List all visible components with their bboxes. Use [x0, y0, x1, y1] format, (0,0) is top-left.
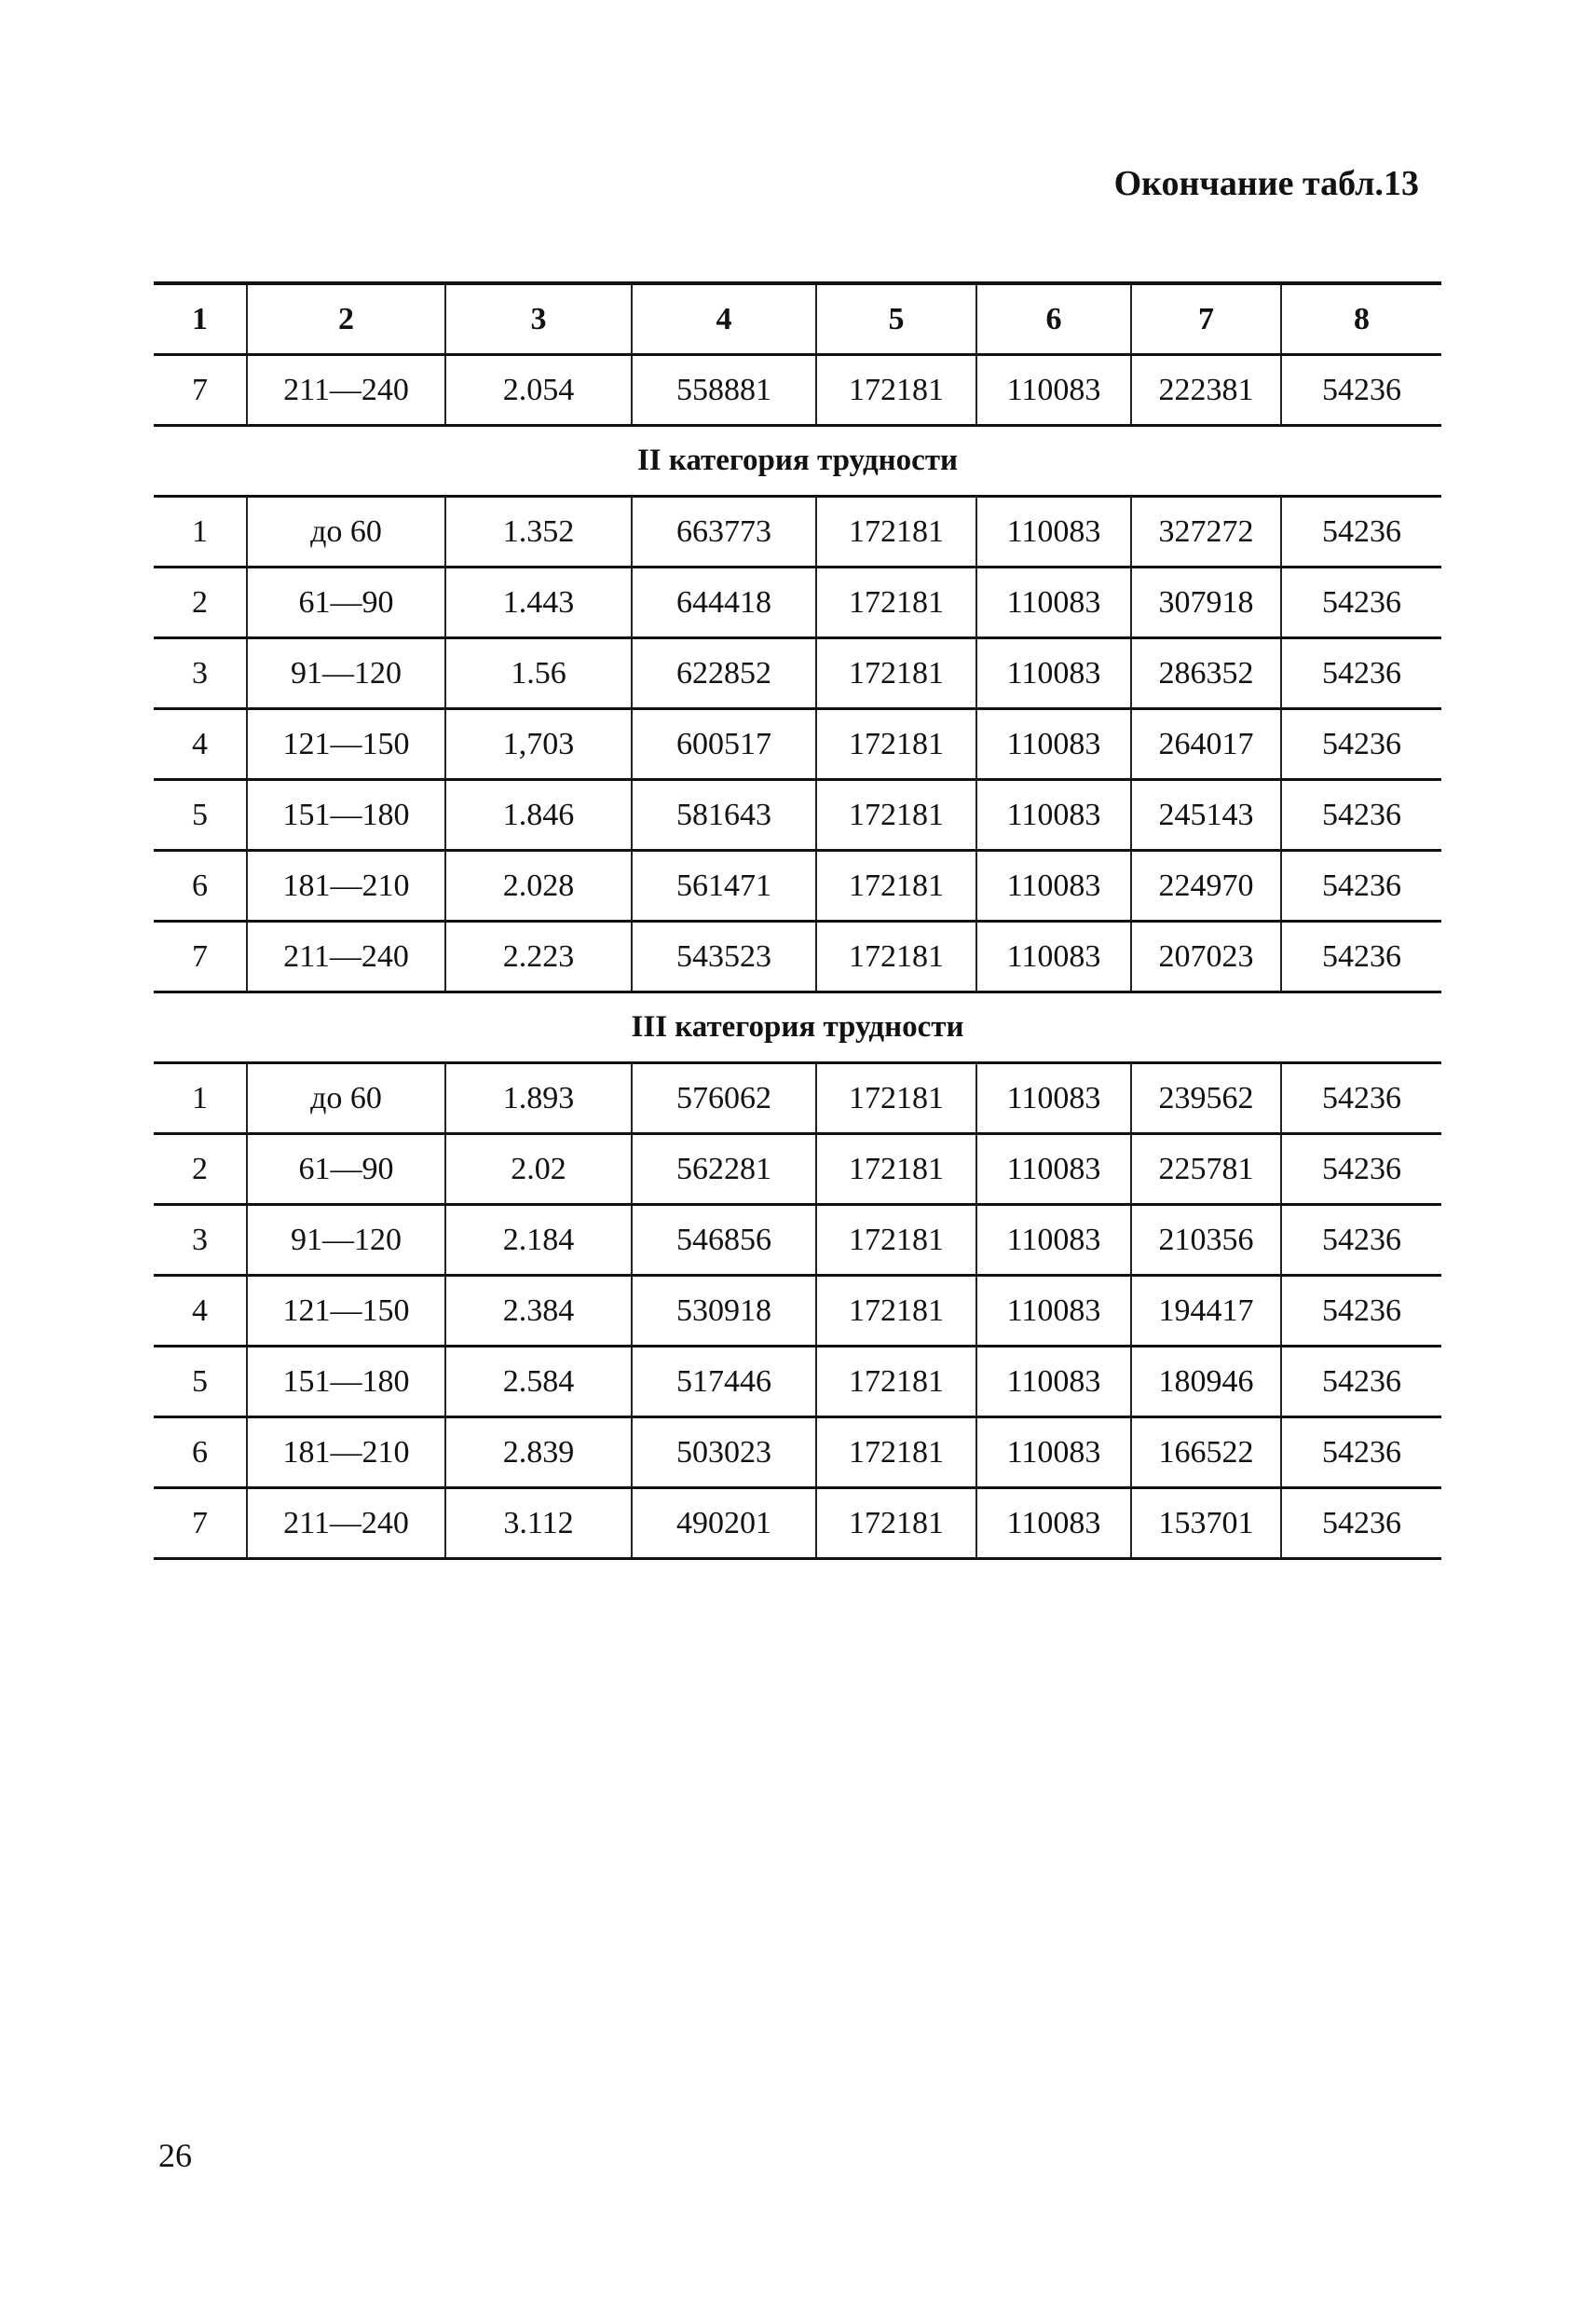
table-cell: 121—150: [247, 1276, 445, 1347]
table-cell: 543523: [632, 922, 816, 992]
table-cell: 110083: [976, 568, 1131, 638]
table-cell: 3: [154, 638, 247, 709]
table-cell: 2.028: [445, 851, 632, 922]
table-cell: 4: [632, 283, 816, 355]
table-cell: 2.054: [445, 355, 632, 426]
data-table-container: [154, 281, 1441, 1560]
table-cell: 1.56: [445, 638, 632, 709]
table-cell: 110083: [976, 1488, 1131, 1559]
table-cell: 1: [154, 283, 247, 355]
table-cell: 4: [154, 709, 247, 780]
table-cell: 172181: [816, 1488, 976, 1559]
table-cell: 2: [247, 283, 445, 355]
table-cell: 5: [154, 780, 247, 851]
table-cell: 121—150: [247, 709, 445, 780]
table-cell: 172181: [816, 922, 976, 992]
table-cell: 110083: [976, 1347, 1131, 1417]
table-cell: 110083: [976, 851, 1131, 922]
section-heading-row: [154, 426, 1441, 497]
table-cell: 61—90: [247, 1134, 445, 1205]
table-cell: 1.893: [445, 1063, 632, 1134]
table-cell: 207023: [1131, 922, 1281, 992]
table-cell: 1.443: [445, 568, 632, 638]
table-cell: 54236: [1281, 1134, 1441, 1205]
table-cell: 61—90: [247, 568, 445, 638]
table-row: [154, 638, 1441, 709]
section-heading-row: [154, 992, 1441, 1063]
table-cell: 622852: [632, 638, 816, 709]
table-cell: 110083: [976, 780, 1131, 851]
table-cell: 1.352: [445, 497, 632, 568]
table-cell: 1,703: [445, 709, 632, 780]
table-row: [154, 780, 1441, 851]
table-cell: 5: [816, 283, 976, 355]
table-cell: 286352: [1131, 638, 1281, 709]
table-cell: 172181: [816, 1347, 976, 1417]
table-cell: 172181: [816, 1063, 976, 1134]
table-cell: 54236: [1281, 1205, 1441, 1276]
table-cell: 210356: [1131, 1205, 1281, 1276]
table-cell: 54236: [1281, 1488, 1441, 1559]
table-row: [154, 851, 1441, 922]
table-cell: 172181: [816, 1276, 976, 1347]
table-cell: 2.02: [445, 1134, 632, 1205]
table-cell: 225781: [1131, 1134, 1281, 1205]
table-cell: 245143: [1131, 780, 1281, 851]
table-row: [154, 1205, 1441, 1276]
table-cell: 110083: [976, 1063, 1131, 1134]
data-table: [154, 281, 1441, 1560]
table-cell: 530918: [632, 1276, 816, 1347]
table-cell: 576062: [632, 1063, 816, 1134]
table-cell: 562281: [632, 1134, 816, 1205]
table-cell: 517446: [632, 1347, 816, 1417]
table-cell: 110083: [976, 497, 1131, 568]
table-row: [154, 1276, 1441, 1347]
table-cell: 172181: [816, 1417, 976, 1488]
table-cell: 172181: [816, 638, 976, 709]
table-cell: 581643: [632, 780, 816, 851]
table-cell: 54236: [1281, 1417, 1441, 1488]
table-cell: 110083: [976, 1205, 1131, 1276]
table-cell: 7: [154, 1488, 247, 1559]
table-row: [154, 709, 1441, 780]
table-cell: 5: [154, 1347, 247, 1417]
table-cell: 307918: [1131, 568, 1281, 638]
table-cell: 546856: [632, 1205, 816, 1276]
table-cell: 211—240: [247, 355, 445, 426]
table-cell: 172181: [816, 709, 976, 780]
table-cell: 54236: [1281, 922, 1441, 992]
table-cell: 8: [1281, 283, 1441, 355]
table-cell: 110083: [976, 355, 1131, 426]
table-body: [154, 283, 1441, 1559]
table-cell: 239562: [1131, 1063, 1281, 1134]
table-cell: 194417: [1131, 1276, 1281, 1347]
table-cell: 6: [154, 1417, 247, 1488]
table-cell: 663773: [632, 497, 816, 568]
table-cell: 54236: [1281, 780, 1441, 851]
table-cell: 2.384: [445, 1276, 632, 1347]
table-cell: 180946: [1131, 1347, 1281, 1417]
table-cell: 327272: [1131, 497, 1281, 568]
page-number: 26: [158, 2137, 192, 2174]
table-cell: 7: [154, 922, 247, 992]
table-row: [154, 1134, 1441, 1205]
table-cell: 2: [154, 1134, 247, 1205]
table-cell: 2.223: [445, 922, 632, 992]
table-cell: 54236: [1281, 497, 1441, 568]
table-cell: 2: [154, 568, 247, 638]
table-row: [154, 355, 1441, 426]
section-title: III категория трудности: [154, 992, 1441, 1063]
table-cell: 166522: [1131, 1417, 1281, 1488]
table-cell: 172181: [816, 497, 976, 568]
table-cell: 151—180: [247, 1347, 445, 1417]
table-cell: 172181: [816, 851, 976, 922]
table-row: [154, 497, 1441, 568]
table-cell: 153701: [1131, 1488, 1281, 1559]
table-cell: 54236: [1281, 709, 1441, 780]
table-row: [154, 1347, 1441, 1417]
table-row: [154, 568, 1441, 638]
table-cell: 6: [154, 851, 247, 922]
table-cell: 151—180: [247, 780, 445, 851]
table-cell: 110083: [976, 638, 1131, 709]
table-cell: 224970: [1131, 851, 1281, 922]
table-cell: 54236: [1281, 355, 1441, 426]
table-cell: 54236: [1281, 1063, 1441, 1134]
table-cell: 490201: [632, 1488, 816, 1559]
table-cell: 110083: [976, 1276, 1131, 1347]
table-cell: 54236: [1281, 568, 1441, 638]
table-cell: 110083: [976, 1134, 1131, 1205]
section-title: II категория трудности: [154, 426, 1441, 497]
table-caption: Окончание табл.13: [1113, 164, 1419, 203]
table-cell: 3: [445, 283, 632, 355]
table-cell: 2.184: [445, 1205, 632, 1276]
table-cell: 1.846: [445, 780, 632, 851]
table-cell: 7: [1131, 283, 1281, 355]
table-cell: 110083: [976, 1417, 1131, 1488]
table-cell: 1: [154, 497, 247, 568]
table-row: [154, 1417, 1441, 1488]
table-cell: 211—240: [247, 1488, 445, 1559]
table-cell: 172181: [816, 568, 976, 638]
table-cell: 181—210: [247, 851, 445, 922]
table-cell: 3: [154, 1205, 247, 1276]
table-cell: 172181: [816, 355, 976, 426]
table-cell: 54236: [1281, 1276, 1441, 1347]
table-cell: 211—240: [247, 922, 445, 992]
table-header-row: [154, 283, 1441, 355]
table-cell: 222381: [1131, 355, 1281, 426]
table-cell: до 60: [247, 497, 445, 568]
table-cell: 3.112: [445, 1488, 632, 1559]
table-row: [154, 1488, 1441, 1559]
table-cell: 561471: [632, 851, 816, 922]
table-cell: 7: [154, 355, 247, 426]
table-cell: 172181: [816, 1205, 976, 1276]
table-cell: 54236: [1281, 851, 1441, 922]
table-cell: 4: [154, 1276, 247, 1347]
table-cell: 600517: [632, 709, 816, 780]
table-row: [154, 1063, 1441, 1134]
table-row: [154, 922, 1441, 992]
table-cell: 503023: [632, 1417, 816, 1488]
table-cell: 172181: [816, 780, 976, 851]
table-cell: 54236: [1281, 1347, 1441, 1417]
table-cell: 54236: [1281, 638, 1441, 709]
table-cell: 110083: [976, 922, 1131, 992]
table-cell: 1: [154, 1063, 247, 1134]
table-cell: 181—210: [247, 1417, 445, 1488]
table-cell: 172181: [816, 1134, 976, 1205]
table-cell: 644418: [632, 568, 816, 638]
table-cell: 558881: [632, 355, 816, 426]
table-cell: 264017: [1131, 709, 1281, 780]
table-cell: 2.584: [445, 1347, 632, 1417]
table-cell: 2.839: [445, 1417, 632, 1488]
table-cell: 110083: [976, 709, 1131, 780]
table-cell: 6: [976, 283, 1131, 355]
table-cell: до 60: [247, 1063, 445, 1134]
table-cell: 91—120: [247, 638, 445, 709]
table-cell: 91—120: [247, 1205, 445, 1276]
